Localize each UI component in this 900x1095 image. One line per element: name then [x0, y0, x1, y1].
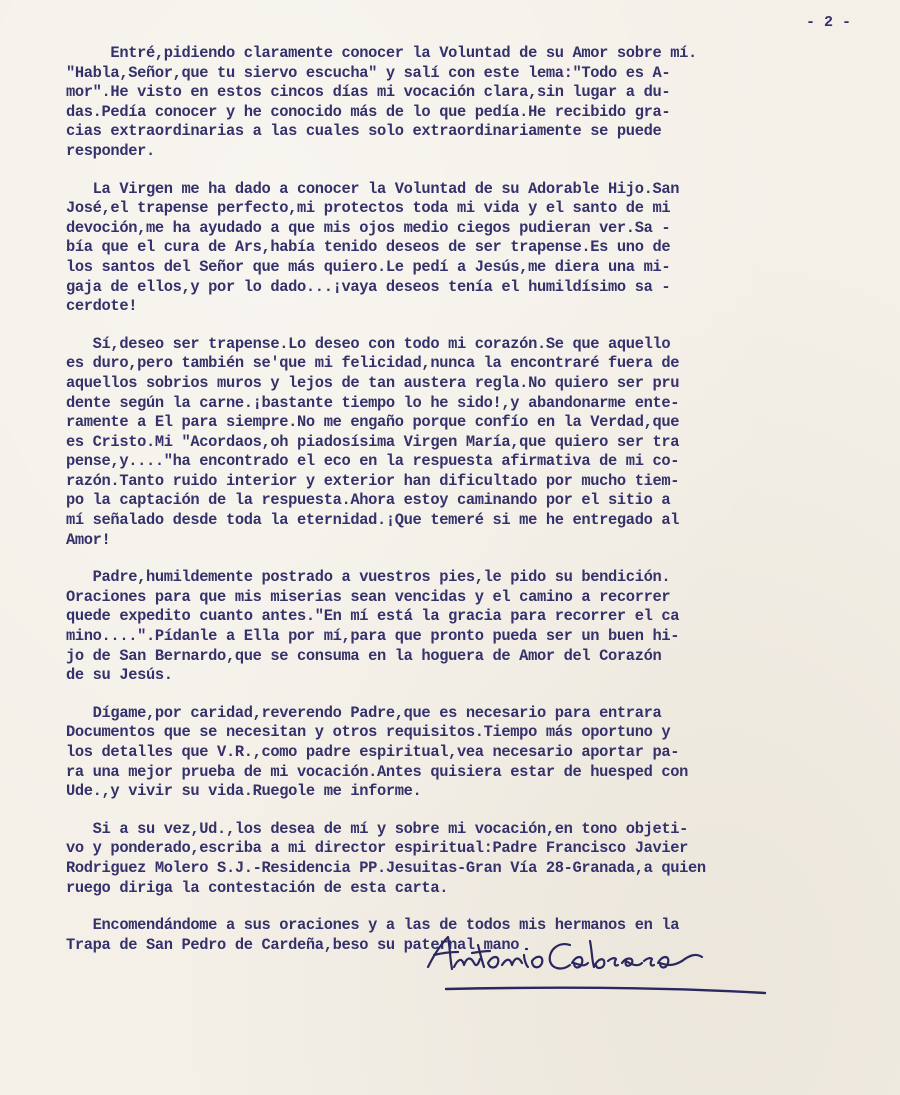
- text-line: Amor!: [66, 530, 111, 549]
- text-line: los detalles que V.R.,como padre espiritual,vea necesario aportar pa-: [66, 743, 680, 761]
- text-line: das.Pedía conocer y he conocido más de lo que pedía.He recibido gra-: [66, 102, 671, 121]
- signature: [420, 925, 800, 1015]
- text-line: Si a su vez,Ud.,los desea de mí y sobre mi vocación,en tono objeti-: [66, 819, 689, 838]
- text-line: Trapa de San Pedro de Cardeña,beso su paternal mano: [66, 935, 520, 954]
- text-line: ra una mejor prueba de mi vocación.Antes quisiera estar de huesped con: [66, 762, 689, 781]
- text-line: Oraciones para que mis miserias sean vencidas y el camino a recorrer: [66, 587, 671, 606]
- text-line: es duro,pero también se'que mi felicidad,nunca la encontraré fuera de: [66, 354, 680, 373]
- text-line: de su Jesús.: [66, 666, 173, 685]
- text-line: pense,y...."ha encontrado el eco en la respuesta afirmativa de mi co-: [66, 452, 680, 471]
- text-line: razón.Tanto ruido interior y exterior han dificultado por mucho tiem-: [66, 471, 680, 490]
- letter-paragraph: [66, 180, 886, 317]
- text-line: es Cristo.Mi "Acordaos,oh piadosísima Virgen María,que quiero ser tra: [66, 432, 680, 451]
- text-line: dente según la carne.¡bastante tiempo lo he sido!,y abandonarme ente-: [66, 393, 680, 412]
- text-line: Documentos que se necesitan y otros requisitos.Tiempo más oportuno y: [66, 723, 671, 742]
- text-line: vo y ponderado,escriba a mi director espiritual:Padre Francisco Javier: [66, 839, 689, 858]
- text-line: Dígame,por caridad,reverendo Padre,que es necesario para entrara: [66, 703, 662, 722]
- text-line: ruego diriga la contestación de esta carta.: [66, 878, 449, 897]
- text-line: bía que el cura de Ars,había tenido deseos de ser trapense.Es uno de: [66, 238, 671, 257]
- text-line: Rodriguez Molero S.J.-Residencia PP.Jesuitas-Gran Vía 28-Granada,a quien: [66, 858, 706, 877]
- text-line: mor".He visto en estos cincos días mi vocación clara,sin lugar a du-: [66, 83, 671, 102]
- text-line: "Habla,Señor,que tu siervo escucha" y salí con este lema:"Todo es A-: [66, 63, 671, 82]
- text-line: La Virgen me ha dado a conocer la Voluntad de su Adorable Hijo.San: [66, 179, 680, 198]
- letter-paragraph: [66, 568, 886, 686]
- text-line: Ude.,y vivir su vida.Ruegole me informe.: [66, 782, 422, 801]
- text-line: devoción,me ha ayudado a que mis ojos medio ciegos pudieran ver.Sa -: [66, 218, 671, 237]
- letter-paragraph: [66, 704, 886, 802]
- text-line: Padre,humildemente postrado a vuestros pies,le pido su bendición.: [66, 568, 671, 587]
- text-line: po la captación de la respuesta.Ahora estoy caminando por el sitio a: [66, 491, 671, 510]
- text-line: cerdote!: [66, 297, 138, 316]
- letter-body: [66, 44, 886, 973]
- text-line: Entré,pidiendo claramente conocer la Voluntad de su Amor sobre mí.: [66, 44, 697, 62]
- text-line: mino....".Pídanle a Ella por mí,para que pronto pueda ser un buen hi-: [66, 627, 680, 646]
- text-line: José,el trapense perfecto,mi protectos toda mi vida y el santo de mi: [66, 199, 671, 218]
- text-line: mí señalado desde toda la eternidad.¡Que temeré si me he entregado al: [66, 511, 680, 530]
- letter-paragraph: [66, 335, 886, 551]
- letter-paragraph: [66, 44, 886, 162]
- signature-drawing: [420, 925, 800, 1015]
- text-line: Sí,deseo ser trapense.Lo deseo con todo mi corazón.Se que aquello: [66, 334, 671, 353]
- page-number: - 2 -: [806, 14, 852, 31]
- letter-paragraph: [66, 820, 886, 898]
- text-line: ramente a El para siempre.No me engaño porque confío en la Verdad,que: [66, 413, 680, 432]
- text-line: cias extraordinarias a las cuales solo extraordinariamente se puede: [66, 122, 662, 141]
- text-line: gaja de ellos,y por lo dado...¡vaya deseos tenía el humildísimo sa -: [66, 277, 671, 296]
- text-line: responder.: [66, 141, 155, 160]
- text-line: jo de San Bernardo,que se consuma en la hoguera de Amor del Corazón: [66, 646, 662, 665]
- text-line: Encomendándome a sus oraciones y a las de todos mis hermanos en la: [66, 916, 680, 935]
- text-line: los santos del Señor que más quiero.Le pedí a Jesús,me diera una mi-: [66, 257, 671, 276]
- text-line: aquellos sobrios muros y lejos de tan austera regla.No quiero ser pru: [66, 373, 680, 392]
- text-line: quede expedito cuanto antes."En mí está la gracia para recorrer el ca: [66, 607, 680, 626]
